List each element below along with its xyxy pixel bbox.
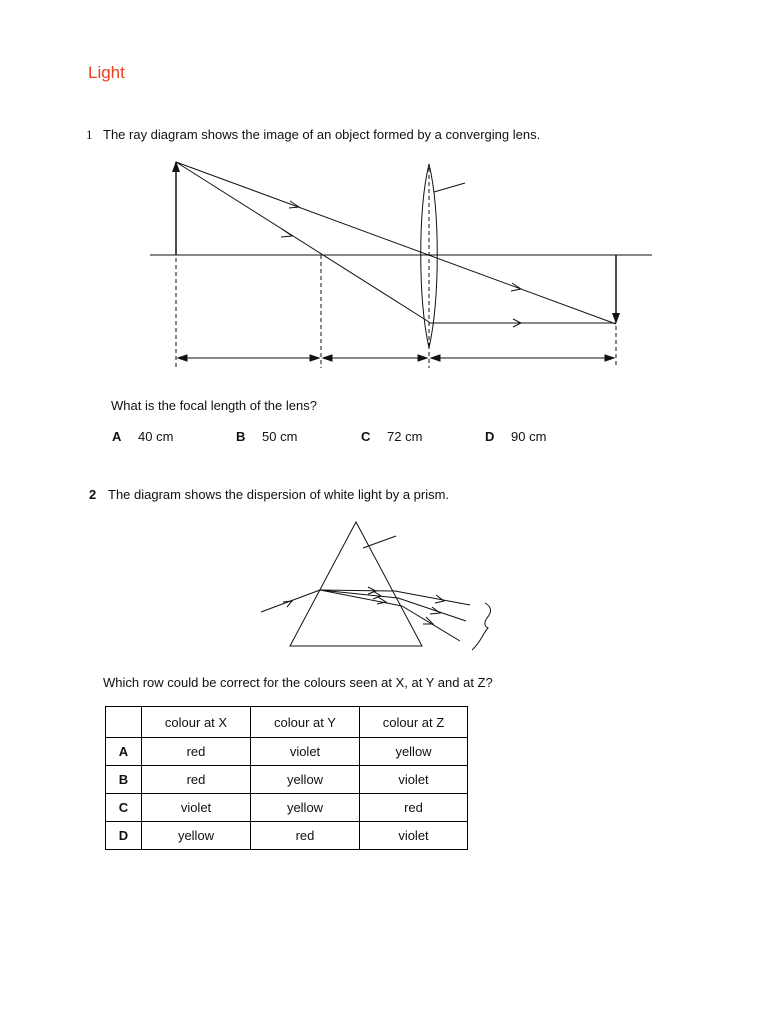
table-header-colour-z: colour at Z [360, 707, 468, 738]
ray-through-centre [176, 162, 616, 324]
table-header-colour-y: colour at Y [251, 707, 360, 738]
dimension-arrows [178, 355, 614, 361]
prism [290, 522, 422, 646]
table-header-corner [106, 707, 142, 738]
table-row[interactable] [106, 738, 468, 766]
option-c-letter[interactable]: C [361, 429, 371, 444]
prism-diagram [261, 522, 491, 650]
question-2-text: The diagram shows the dispersion of white light by a prism. [108, 487, 450, 502]
question-1-subquestion: What is the focal length of the lens? [111, 398, 317, 413]
question-2-subquestion: Which row could be correct for the colours seen at X, at Y and at Z? [103, 675, 493, 690]
cell-colour-y: yellow [251, 766, 360, 794]
table-row[interactable] [106, 794, 468, 822]
lens-label-leader [434, 183, 465, 192]
cell-colour-z: red [360, 794, 468, 822]
internal-ray-3 [320, 590, 402, 606]
question-1-number: 1 [86, 127, 93, 142]
cell-colour-x: red [142, 766, 251, 794]
option-b-letter[interactable]: B [236, 429, 246, 444]
cell-colour-z: violet [360, 822, 468, 850]
emergent-ray-x [395, 591, 470, 605]
option-b-value[interactable]: 50 cm [262, 429, 298, 444]
ray-through-focus [176, 162, 429, 322]
table-row[interactable] [106, 822, 468, 850]
option-c-value[interactable]: 72 cm [387, 429, 423, 444]
prism-label-leader [363, 536, 396, 548]
image-arrow-head [612, 313, 620, 324]
option-a-value[interactable]: 40 cm [138, 429, 174, 444]
question-2-number: 2 [89, 487, 97, 502]
colour-bracket [472, 603, 491, 650]
table-header-row [106, 707, 468, 738]
row-letter: D [106, 822, 142, 850]
cell-colour-x: red [142, 738, 251, 766]
ray-arrow-2 [281, 229, 292, 237]
option-a-letter[interactable]: A [112, 429, 122, 444]
cell-colour-y: yellow [251, 794, 360, 822]
table-header-colour-x: colour at X [142, 707, 251, 738]
option-d-value[interactable]: 90 cm [511, 429, 547, 444]
option-d-letter[interactable]: D [485, 429, 495, 444]
cell-colour-x: yellow [142, 822, 251, 850]
row-letter: C [106, 794, 142, 822]
cell-colour-x: violet [142, 794, 251, 822]
cell-colour-y: violet [251, 738, 360, 766]
cell-colour-z: violet [360, 766, 468, 794]
colour-answer-table [105, 706, 468, 850]
cell-colour-y: red [251, 822, 360, 850]
question-1-text: The ray diagram shows the image of an object formed by a converging lens. [103, 127, 541, 142]
cell-colour-z: yellow [360, 738, 468, 766]
row-letter: B [106, 766, 142, 794]
row-letter: A [106, 738, 142, 766]
table-row[interactable] [106, 766, 468, 794]
page-title: Light [88, 63, 125, 82]
